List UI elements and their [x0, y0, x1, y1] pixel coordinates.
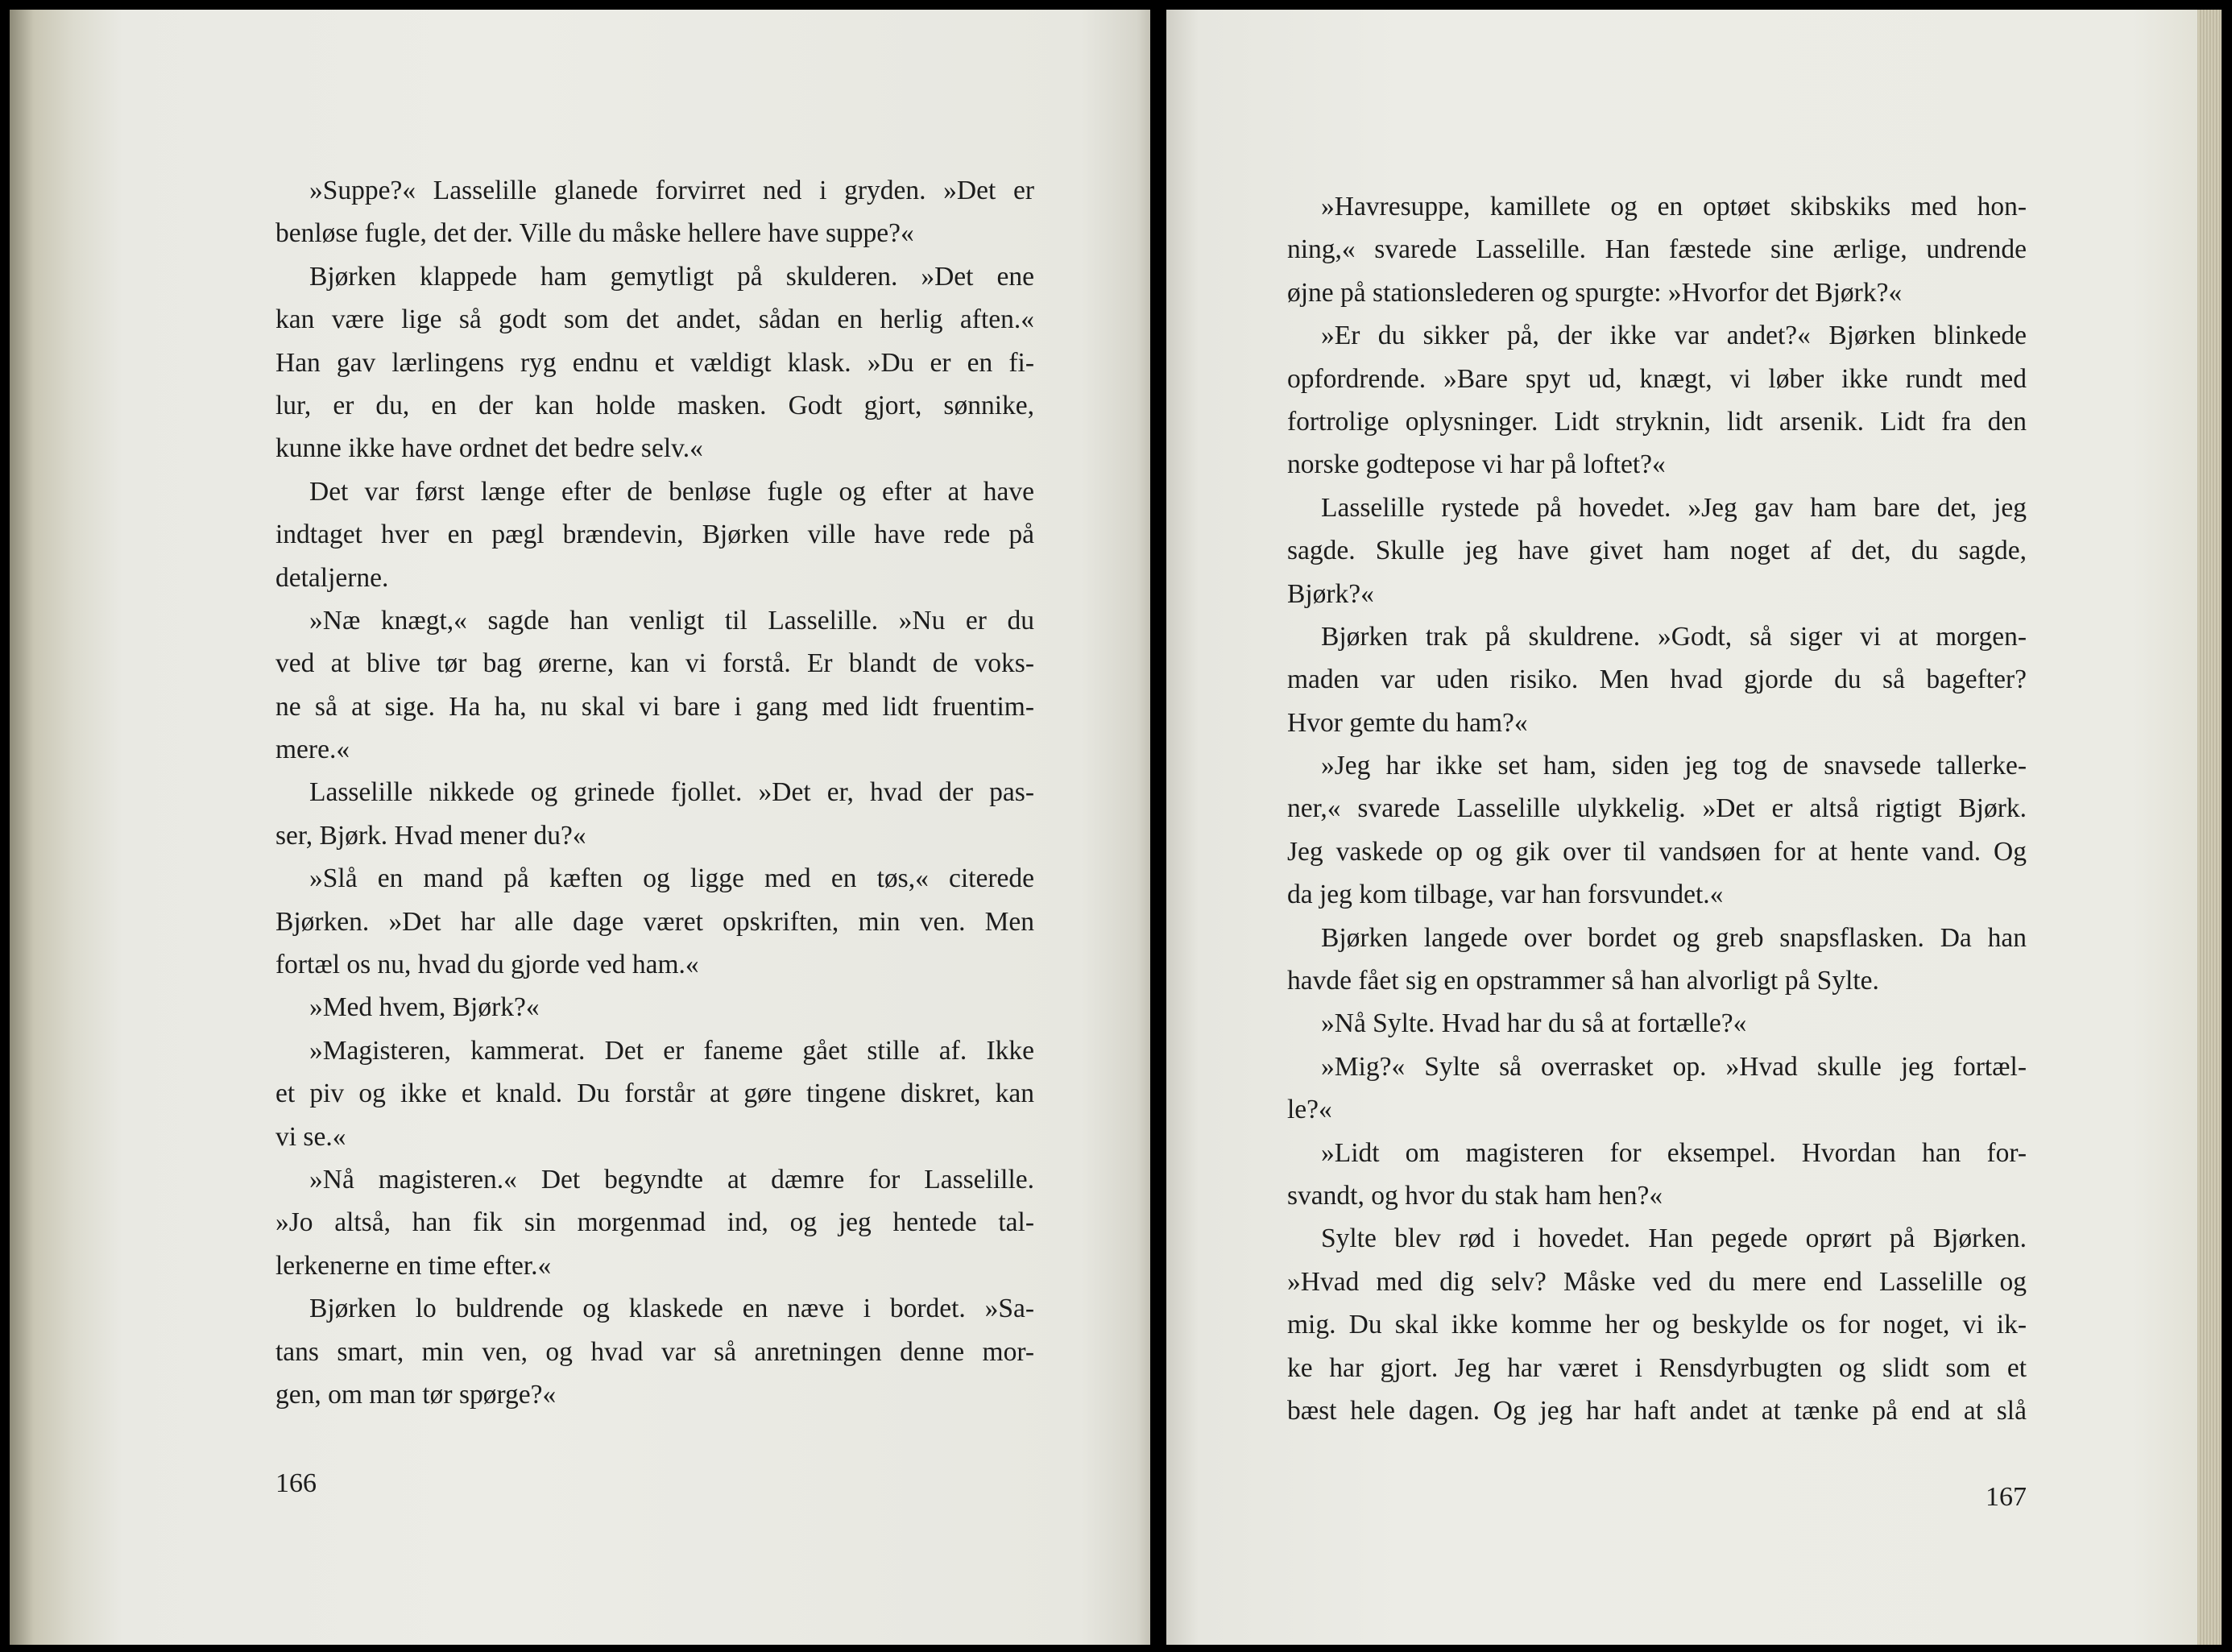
text-line: Bjørken langede over bordet og greb snapsflasken. Da han: [1321, 922, 2027, 953]
text-line: lerkenerne en time efter.«: [275, 1250, 552, 1281]
text-line: »Lidt om magisteren for eksempel. Hvordan han for-: [1321, 1137, 2027, 1168]
text-line: Han gav lærlingens ryg endnu et vældigt klask. »Du er en fi-: [275, 347, 1034, 378]
text-line: Lasselille nikkede og grinede fjollet. »Det er, hvad der pas-: [309, 777, 1034, 808]
text-line: Sylte blev rød i hovedet. Han pegede oprørt på Bjørken.: [1321, 1223, 2027, 1254]
text-line: ved at blive tør bag ørerne, kan vi forstå. Er blandt de voks-: [275, 648, 1034, 679]
text-line: »Med hvem, Bjørk?«: [309, 992, 540, 1023]
text-line: »Mig?« Sylte så overrasket op. »Hvad skulle jeg fortæl-: [1321, 1051, 2027, 1082]
text-line: indtaget hver en pægl brændevin, Bjørken ville have rede på: [275, 520, 1034, 550]
text-line: benløse fugle, det der. Ville du måske hellere have suppe?«: [275, 218, 914, 249]
text-line: »Er du sikker på, der ikke var andet?« Bjørken blinkede: [1321, 321, 2027, 351]
text-line: norske godtepose vi har på loftet?«: [1287, 449, 1666, 480]
text-line: »Havresuppe, kamillete og en optøet skibskiks med hon-: [1321, 192, 2027, 222]
text-line: gen, om man tør spørge?«: [275, 1379, 557, 1410]
text-line: ser, Bjørk. Hvad mener du?«: [275, 820, 586, 851]
text-line: »Slå en mand på kæften og ligge med en tøs,« citerede: [309, 863, 1034, 894]
text-line: »Næ knægt,« sagde han venligt til Lasselille. »Nu er du: [309, 605, 1034, 636]
text-line: »Suppe?« Lasselille glanede forvirret ned i gryden. »Det er: [309, 176, 1034, 205]
text-line: »Hvad med dig selv? Måske ved du mere end Lasselille og: [1287, 1266, 2027, 1297]
text-line: »Magisteren, kammerat. Det er faneme gået stille af. Ikke: [309, 1035, 1034, 1066]
text-line: Hvor gemte du ham?«: [1287, 707, 1528, 738]
text-line: »Nå Sylte. Hvad har du så at fortælle?«: [1321, 1008, 1747, 1039]
text-line: Bjørken klappede ham gemytligt på skulderen. »Det ene: [309, 261, 1034, 292]
text-line: Bjørken trak på skuldrene. »Godt, så siger vi at morgen-: [1321, 621, 2027, 652]
text-line: sagde. Skulle jeg have givet ham noget af det, du sagde,: [1287, 536, 2027, 566]
text-line: svandt, og hvor du stak ham hen?«: [1287, 1180, 1663, 1211]
page-edges: [2197, 10, 2222, 1645]
text-line: Lasselille rystede på hovedet. »Jeg gav ham bare det, jeg: [1321, 492, 2027, 523]
text-line: detaljerne.: [275, 562, 389, 593]
text-line: da jeg kom tilbage, var han forsvundet.«: [1287, 880, 1724, 910]
text-line: fortæl os nu, hvad du gjorde ved ham.«: [275, 950, 699, 980]
text-line: kan være lige så godt som det andet, sådan en herlig aften.«: [275, 304, 1034, 335]
text-line: ke har gjort. Jeg har været i Rensdyrbugten og slidt som et: [1287, 1352, 2027, 1383]
text-line: ner,« svarede Lasselille ulykkelig. »Det er altså rigtigt Bjørk.: [1287, 793, 2027, 824]
right-page-number: 167: [1986, 1482, 2027, 1512]
text-line: ning,« svarede Lasselille. Han fæstede sine ærlige, undrende: [1287, 234, 2027, 265]
text-line: Bjørk?«: [1287, 578, 1374, 609]
text-line: le?«: [1287, 1095, 1332, 1125]
text-line: Bjørken lo buldrende og klaskede en næve i bordet. »Sa-: [309, 1294, 1034, 1324]
text-line: »Jeg har ikke set ham, siden jeg tog de snavsede tallerke-: [1321, 751, 2027, 781]
text-line: havde fået sig en opstrammer så han alvorligt på Sylte.: [1287, 966, 1879, 996]
text-line: »Nå magisteren.« Det begyndte at dæmre for Lasselille.: [309, 1164, 1034, 1194]
left-page-number: 166: [275, 1468, 317, 1498]
text-line: opfordrende. »Bare spyt ud, knægt, vi løber ikke rundt med: [1287, 363, 2027, 394]
text-line: kunne ikke have ordnet det bedre selv.«: [275, 433, 703, 464]
text-line: »Jo altså, han fik sin morgenmad ind, og jeg hentede tal-: [275, 1207, 1034, 1238]
text-line: bæst hele dagen. Og jeg har haft andet at tænke på end at slå: [1287, 1395, 2027, 1426]
left-page-text: [275, 169, 1034, 1416]
text-line: vi se.«: [275, 1121, 346, 1152]
text-line: mig. Du skal ikke komme her og beskylde os for noget, vi ik-: [1287, 1310, 2027, 1340]
text-line: lur, er du, en der kan holde masken. Godt gjort, sønnike,: [275, 390, 1034, 420]
text-line: tans smart, min ven, og hvad var så anretningen denne mor-: [275, 1336, 1034, 1367]
text-line: Jeg vaskede op og gik over til vandsøen for at hente vand. Og: [1287, 836, 2027, 867]
text-line: maden var uden risiko. Men hvad gjorde du så bagefter?: [1287, 665, 2027, 695]
text-line: fortrolige oplysninger. Lidt stryknin, lidt arsenik. Lidt fra den: [1287, 406, 2027, 437]
right-page-text: [1287, 185, 2027, 1432]
text-line: et piv og ikke et knald. Du forstår at gøre tingene diskret, kan: [275, 1079, 1034, 1109]
text-line: mere.«: [275, 735, 350, 765]
text-line: ne så at sige. Ha ha, nu skal vi bare i gang med lidt fruentim-: [275, 691, 1034, 722]
text-line: Det var først længe efter de benløse fugle og efter at have: [309, 476, 1034, 507]
text-line: Bjørken. »Det har alle dage været opskriften, min ven. Men: [275, 906, 1034, 937]
text-line: øjne på stationslederen og spurgte: »Hvorfor det Bjørk?«: [1287, 277, 1903, 308]
